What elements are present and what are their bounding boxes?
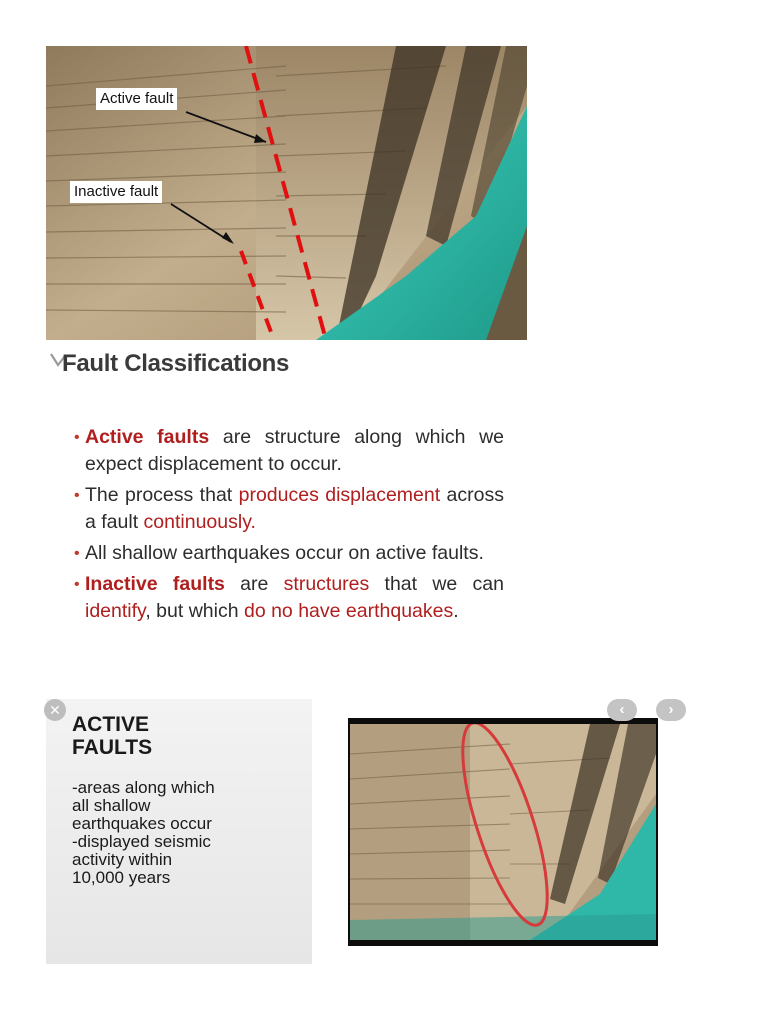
bullet-dot-icon: • bbox=[74, 545, 80, 562]
prev-slide-button[interactable] bbox=[607, 699, 637, 721]
bullet-item bbox=[72, 571, 504, 625]
fault-photo-bottom-image bbox=[350, 724, 656, 940]
active-fault-label: Active fault bbox=[96, 88, 177, 110]
bullet-text: continuously. bbox=[143, 511, 256, 533]
bullet-text: Inactive faults bbox=[85, 573, 225, 595]
fault-photo-bottom bbox=[348, 718, 658, 946]
bullet-text: produces displacement bbox=[238, 484, 441, 506]
close-icon[interactable]: ✕ bbox=[44, 699, 66, 721]
bullet-dot-icon: • bbox=[74, 429, 80, 446]
bullet-text: are bbox=[224, 573, 284, 595]
card-line: -areas along which bbox=[72, 778, 215, 797]
bullet-text: that we can bbox=[369, 573, 504, 595]
chevron-left-icon: ‹ bbox=[619, 701, 625, 718]
fault-bullet-list bbox=[72, 424, 504, 629]
bullet-text: identify bbox=[85, 600, 146, 622]
bullet-text: , but which bbox=[145, 600, 244, 622]
active-faults-card bbox=[46, 699, 312, 964]
bullet-dot-icon: • bbox=[74, 487, 80, 504]
fault-photo-top bbox=[46, 46, 527, 340]
card-line: activity within bbox=[72, 850, 173, 869]
bullet-text: across a fault bbox=[85, 484, 504, 533]
inactive-fault-label: Inactive fault bbox=[70, 181, 162, 203]
bullet-text: do no have earthquakes bbox=[243, 600, 454, 622]
bullet-text: The process that bbox=[85, 484, 239, 506]
bullet-text: are structure along which we expect displacement to occur. bbox=[85, 426, 505, 475]
card-line: all shallow bbox=[72, 796, 151, 815]
bullet-item bbox=[72, 424, 504, 478]
bullet-dot-icon: • bbox=[74, 576, 80, 593]
card-line: earthquakes occur bbox=[72, 814, 212, 833]
bullet-item bbox=[72, 540, 504, 567]
bullet-text: Active faults bbox=[85, 426, 210, 448]
card-title-line-2: FAULTS bbox=[72, 736, 153, 759]
card-title-line-1: ACTIVE bbox=[72, 713, 150, 736]
card-line: 10,000 years bbox=[72, 868, 171, 887]
bullet-item bbox=[72, 482, 504, 536]
next-slide-button[interactable] bbox=[656, 699, 686, 721]
page-title: Fault Classifications bbox=[62, 350, 290, 377]
bullet-text: structures bbox=[283, 573, 370, 595]
card-line: -displayed seismic bbox=[72, 832, 211, 851]
card-title bbox=[72, 713, 272, 759]
chevron-right-icon: › bbox=[668, 701, 674, 718]
bullet-text: . bbox=[453, 600, 459, 622]
bullet-text: All shallow earthquakes occur on active faults. bbox=[85, 542, 484, 564]
